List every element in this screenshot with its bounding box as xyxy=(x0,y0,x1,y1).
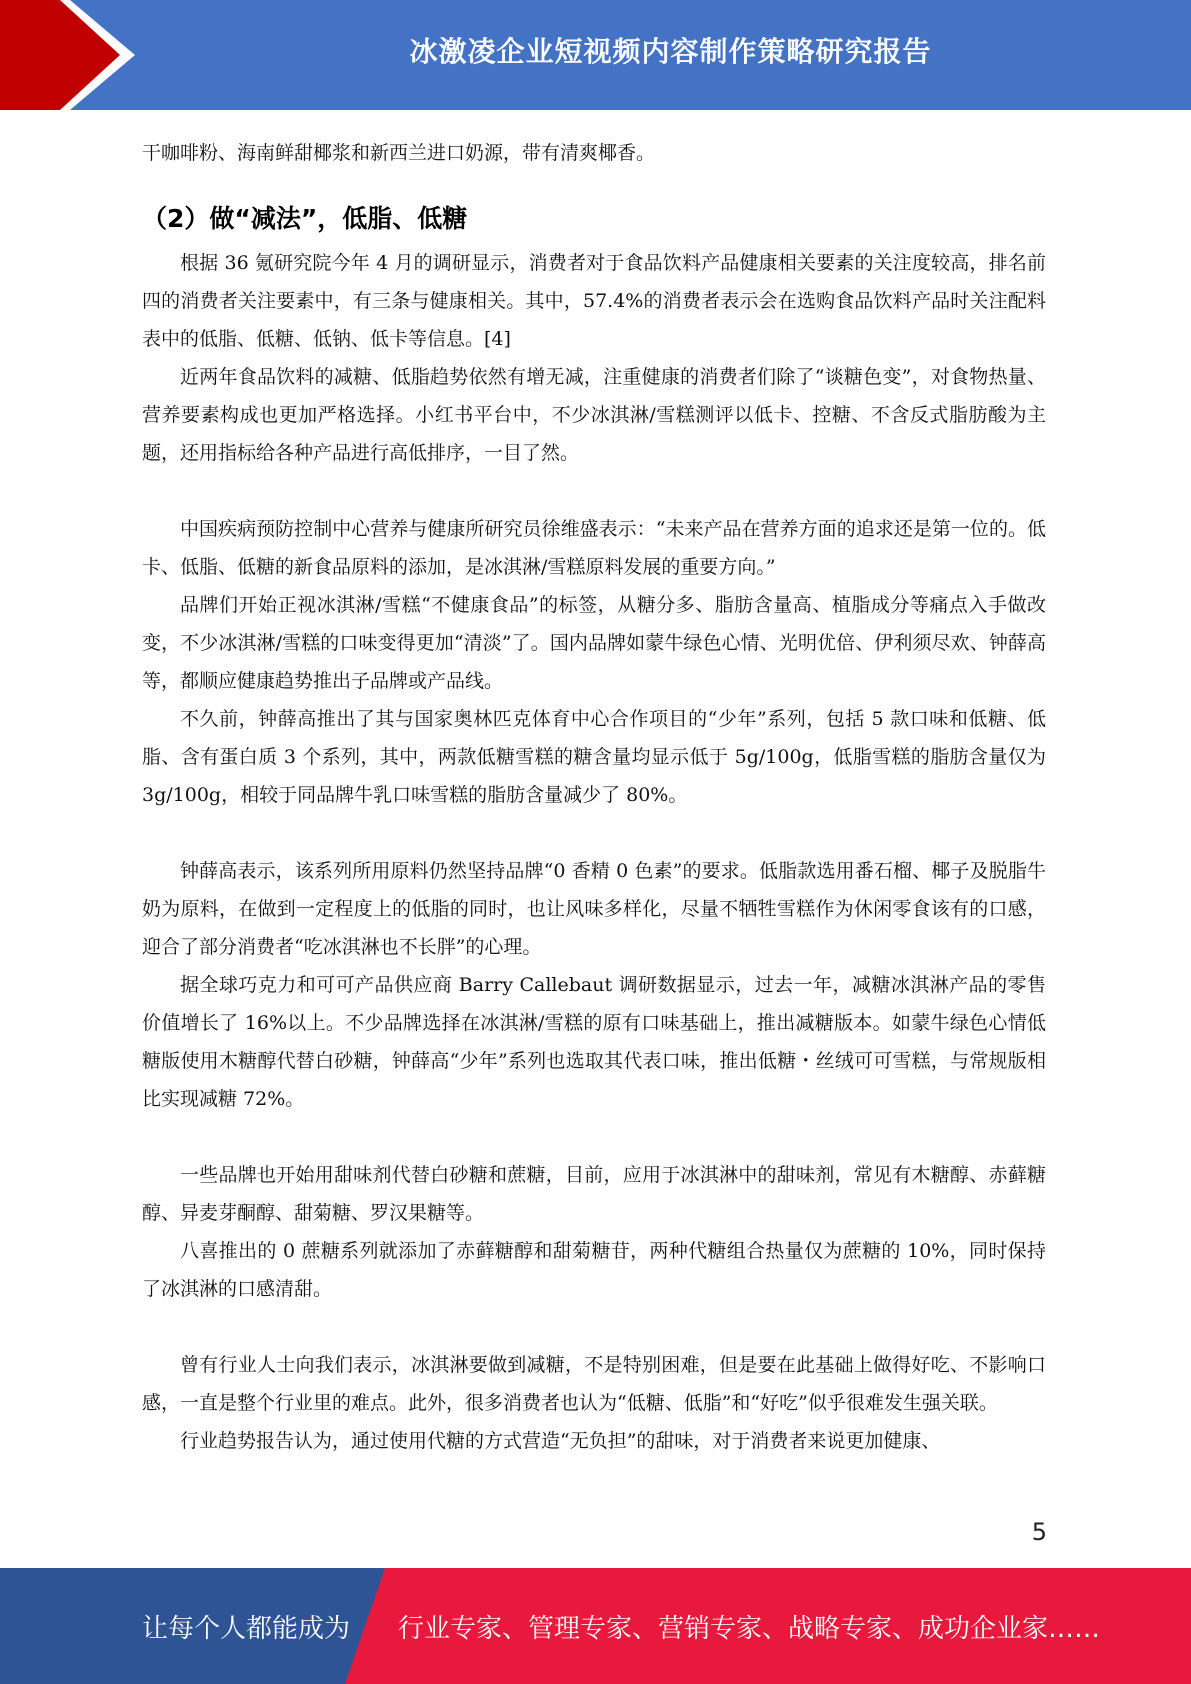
section-heading: （2）做“减法”，低脂、低糖 xyxy=(142,204,468,233)
paragraph: 八喜推出的 0 蔗糖系列就添加了赤藓糖醇和甜菊糖苷，两种代糖组合热量仅为蔗糖的 10%，同时保持了冰淇淋的口感清甜。 xyxy=(142,1240,1046,1300)
paragraph: 据全球巧克力和可可产品供应商 Barry Callebaut 调研数据显示，过去一年，减糖冰淇淋产品的零售价值增长了 16%以上。不少品牌选择在冰淇淋/雪糕的原有口味基础上，推出减糖版本。如蒙牛绿色心情低糖版使用木糖醇代替白砂糖，钟薛高“少年”系列也选取其代表口味，推出低糖・丝绒可可雪糕，与常规版相比实现减糖 72%。 xyxy=(142,974,1046,1110)
footer-slogan-left: 让每个人都能成为 xyxy=(142,1613,351,1644)
paragraph-gap xyxy=(142,814,1046,852)
page-number: 5 xyxy=(1031,1518,1047,1546)
intro-line: 干咖啡粉、海南鲜甜椰浆和新西兰进口奶源，带有清爽椰香。 xyxy=(142,142,656,164)
paragraph-gap xyxy=(142,1118,1046,1156)
report-title: 冰激凌企业短视频内容制作策略研究报告 xyxy=(409,35,932,68)
page-footer xyxy=(0,1568,1191,1684)
page-header xyxy=(0,0,1191,110)
document-body xyxy=(142,134,1046,1460)
paragraph: 近两年食品饮料的减糖、低脂趋势依然有增无减，注重健康的消费者们除了“谈糖色变”，对食物热量、营养要素构成也更加严格选择。小红书平台中，不少冰淇淋/雪糕测评以低卡、控糖、不含反式脂肪酸为主题，还用指标给各种产品进行高低排序，一目了然。 xyxy=(142,366,1046,464)
footer-slogan-right: 行业专家、管理专家、营销专家、战略专家、成功企业家…… xyxy=(398,1613,1101,1644)
paragraph-gap xyxy=(142,472,1046,510)
paragraph: 一些品牌也开始用甜味剂代替白砂糖和蔗糖，目前，应用于冰淇淋中的甜味剂，常见有木糖醇、赤藓糖醇、异麦芽酮醇、甜菊糖、罗汉果糖等。 xyxy=(142,1164,1046,1224)
paragraph: 不久前，钟薛高推出了其与国家奥林匹克体育中心合作项目的“少年”系列，包括 5 款口味和低糖、低脂、含有蛋白质 3 个系列，其中，两款低糖雪糕的糖含量均显示低于 5g/100g，低脂雪糕的脂肪含量仅为 3g/100g，相较于同品牌牛乳口味雪糕的脂肪含量减少了 80%。 xyxy=(142,708,1046,806)
header-arrow-icon xyxy=(0,0,160,110)
paragraph: 钟薛高表示，该系列所用原料仍然坚持品牌“0 香精 0 色素”的要求。低脂款选用番石榴、椰子及脱脂牛奶为原料，在做到一定程度上的低脂的同时，也让风味多样化，尽量不牺牲雪糕作为休闲零食该有的口感，迎合了部分消费者“吃冰淇淋也不长胖”的心理。 xyxy=(142,860,1046,958)
paragraph: 根据 36 氪研究院今年 4 月的调研显示，消费者对于食品饮料产品健康相关要素的关注度较高，排名前四的消费者关注要素中，有三条与健康相关。其中，57.4%的消费者表示会在选购食品饮料产品时关注配料表中的低脂、低糖、低钠、低卡等信息。[4] xyxy=(142,252,1046,350)
paragraph: 曾有行业人士向我们表示，冰淇淋要做到减糖，不是特别困难，但是要在此基础上做得好吃、不影响口感，一直是整个行业里的难点。此外，很多消费者也认为“低糖、低脂”和“好吃”似乎很难发生强关联。 xyxy=(142,1354,1046,1414)
paragraph-gap xyxy=(142,1308,1046,1346)
paragraph: 品牌们开始正视冰淇淋/雪糕“不健康食品”的标签，从糖分多、脂肪含量高、植脂成分等痛点入手做改变，不少冰淇淋/雪糕的口味变得更加“清淡”了。国内品牌如蒙牛绿色心情、光明优倍、伊利须尽欢、钟薛高等，都顺应健康趋势推出子品牌或产品线。 xyxy=(142,594,1046,692)
paragraph: 中国疾病预防控制中心营养与健康所研究员徐维盛表示：“未来产品在营养方面的追求还是第一位的。低卡、低脂、低糖的新食品原料的添加，是冰淇淋/雪糕原料发展的重要方向。” xyxy=(142,518,1046,578)
paragraph: 行业趋势报告认为，通过使用代糖的方式营造“无负担”的甜味，对于消费者来说更加健康、 xyxy=(180,1430,941,1452)
